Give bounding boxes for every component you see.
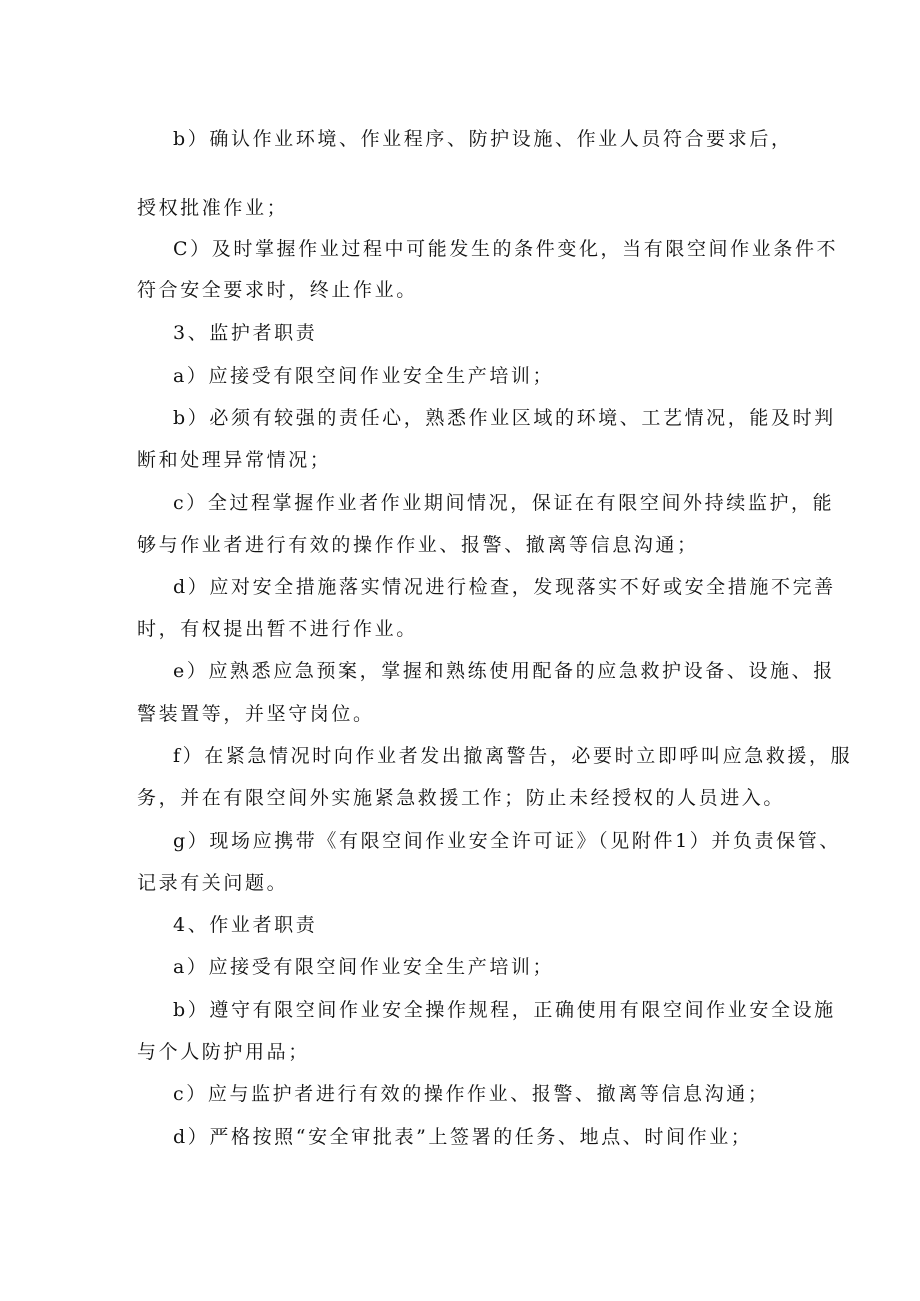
text-line: d）应对安全措施落实情况进行检查，发现落实不好或安全措施不完善 bbox=[173, 576, 836, 598]
text-line: 断和处理异常情况； bbox=[137, 449, 332, 471]
text-line: 符合安全要求时，终止作业。 bbox=[137, 279, 418, 301]
text-line: a）应接受有限空间作业安全生产培训； bbox=[173, 365, 555, 387]
text-line: d）严格按照“安全审批表”上签署的任务、地点、时间作业； bbox=[173, 1126, 753, 1148]
text-line: C）及时掌握作业过程中可能发生的条件变化，当有限空间作业条件不 bbox=[173, 238, 839, 260]
text-line: a）应接受有限空间作业安全生产培训； bbox=[173, 956, 555, 978]
section-heading: 3、监护者职责 bbox=[173, 322, 318, 344]
text-line: 够与作业者进行有效的操作作业、报警、撤离等信息沟通； bbox=[137, 534, 699, 556]
text-line: 与个人防护用品； bbox=[137, 1041, 310, 1063]
text-line: b）确认作业环境、作业程序、防护设施、作业人员符合要求后， bbox=[173, 128, 793, 150]
text-line: c）全过程掌握作业者作业期间情况，保证在有限空间外持续监护，能 bbox=[173, 492, 835, 514]
text-line: e）应熟悉应急预案，掌握和熟练使用配备的应急救护设备、设施、报 bbox=[173, 660, 835, 682]
text-line: b）遵守有限空间作业安全操作规程，正确使用有限空间作业安全设施 bbox=[173, 999, 836, 1021]
text-line: 务，并在有限空间外实施紧急救援工作；防止未经授权的人员进入。 bbox=[137, 787, 786, 809]
text-line: 授权批准作业； bbox=[137, 197, 289, 219]
text-line: 警装置等，并坚守岗位。 bbox=[137, 703, 375, 725]
section-heading: 4、作业者职责 bbox=[173, 914, 318, 936]
text-line: 时，有权提出暂不进行作业。 bbox=[137, 618, 418, 640]
text-line: c）应与监护者进行有效的操作作业、报警、撤离等信息沟通； bbox=[173, 1083, 770, 1105]
text-line: f）在紧急情况时向作业者发出撤离警告，必要时立即呼叫应急救援，服 bbox=[173, 745, 853, 767]
text-line: 记录有关问题。 bbox=[137, 872, 289, 894]
text-line: b）必须有较强的责任心，熟悉作业区域的环境、工艺情况，能及时判 bbox=[173, 407, 836, 429]
text-line: g）现场应携带《有限空间作业安全许可证》（见附件1）并负责保管、 bbox=[173, 830, 841, 852]
